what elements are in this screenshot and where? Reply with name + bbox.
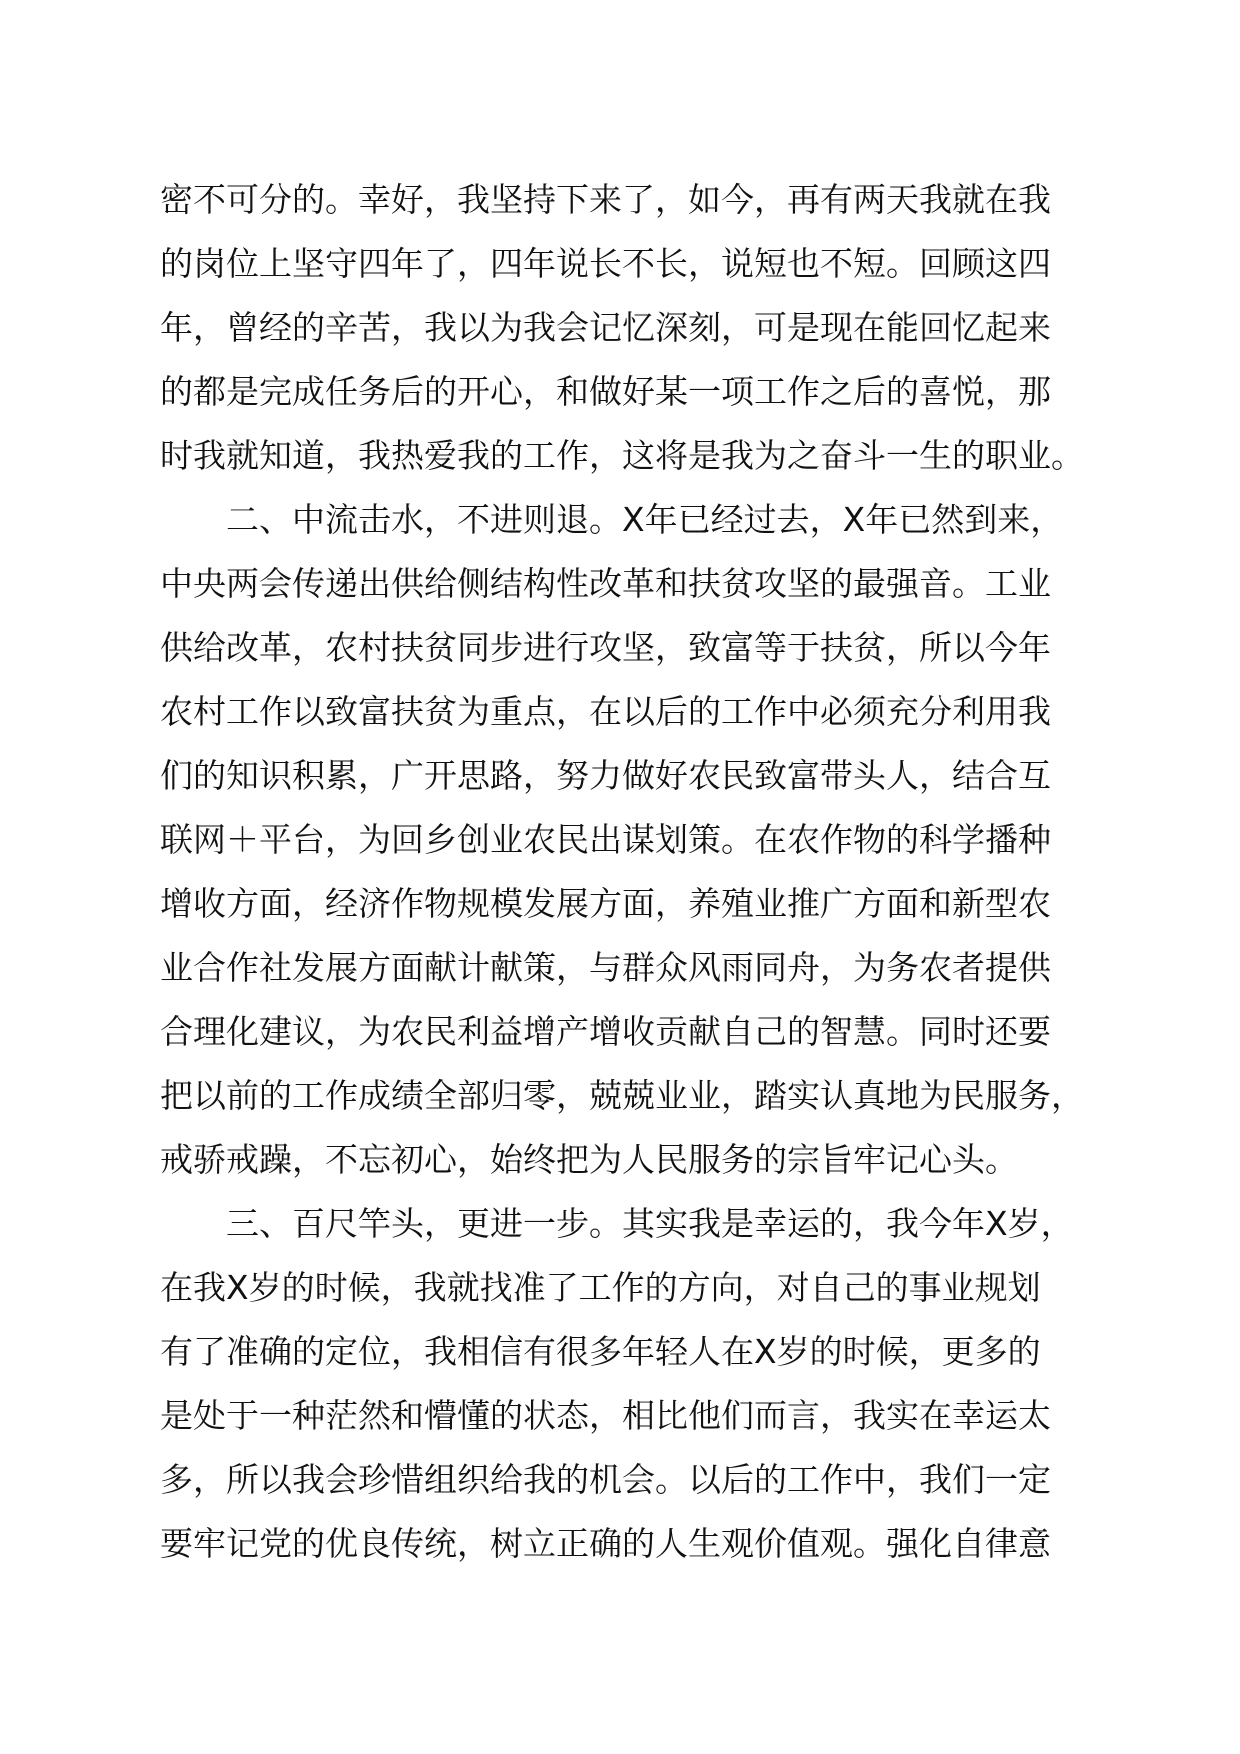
text-line: 的都是完成任务后的开心，和做好某一项工作之后的喜悦，那 bbox=[160, 372, 1051, 411]
text-line: 们的知识积累，广开思路，努力做好农民致富带头人，结合互 bbox=[160, 756, 1051, 795]
text-line: 戒骄戒躁，不忘初心，始终把为人民服务的宗旨牢记心头。 bbox=[160, 1140, 1018, 1179]
text-line: 中央两会传递出供给侧结构性改革和扶贫攻坚的最强音。工业 bbox=[160, 564, 1051, 603]
section-three-heading-line: 三、百尺竿头，更进一步。其实我是幸运的，我今年X岁， bbox=[160, 1204, 1074, 1243]
text-line: 年，曾经的辛苦，我以为我会记忆深刻，可是现在能回忆起来 bbox=[160, 308, 1051, 347]
body-text bbox=[160, 168, 1120, 1576]
text-line: 把以前的工作成绩全部归零，兢兢业业，踏实认真地为民服务， bbox=[160, 1076, 1084, 1115]
text-line: 农村工作以致富扶贫为重点，在以后的工作中必须充分利用我 bbox=[160, 692, 1051, 731]
text-line: 要牢记党的优良传统，树立正确的人生观价值观。强化自律意 bbox=[160, 1524, 1051, 1563]
section-two-heading-line: 二、中流击水，不进则退。X年已经过去，X年已然到来， bbox=[160, 500, 1064, 539]
text-line: 联网＋平台，为回乡创业农民出谋划策。在农作物的科学播种 bbox=[160, 820, 1051, 859]
text-line: 增收方面，经济作物规模发展方面，养殖业推广方面和新型农 bbox=[160, 884, 1051, 923]
text-line: 密不可分的。幸好，我坚持下来了，如今，再有两天我就在我 bbox=[160, 180, 1051, 219]
text-line: 合理化建议，为农民利益增产增收贡献自己的智慧。同时还要 bbox=[160, 1012, 1051, 1051]
text-line: 是处于一种茫然和懵懂的状态，相比他们而言，我实在幸运太 bbox=[160, 1396, 1051, 1435]
text-line: 业合作社发展方面献计献策，与群众风雨同舟，为务农者提供 bbox=[160, 948, 1051, 987]
text-line: 的岗位上坚守四年了，四年说长不长，说短也不短。回顾这四 bbox=[160, 244, 1051, 283]
text-line: 多，所以我会珍惜组织给我的机会。以后的工作中，我们一定 bbox=[160, 1460, 1051, 1499]
text-line: 时我就知道，我热爱我的工作，这将是我为之奋斗一生的职业。 bbox=[160, 436, 1084, 475]
text-line: 在我X岁的时候，我就找准了工作的方向，对自己的事业规划 bbox=[160, 1268, 1041, 1307]
text-line: 供给改革，农村扶贫同步进行攻坚，致富等于扶贫，所以今年 bbox=[160, 628, 1051, 667]
text-line: 有了准确的定位，我相信有很多年轻人在X岁的时候，更多的 bbox=[160, 1332, 1041, 1371]
